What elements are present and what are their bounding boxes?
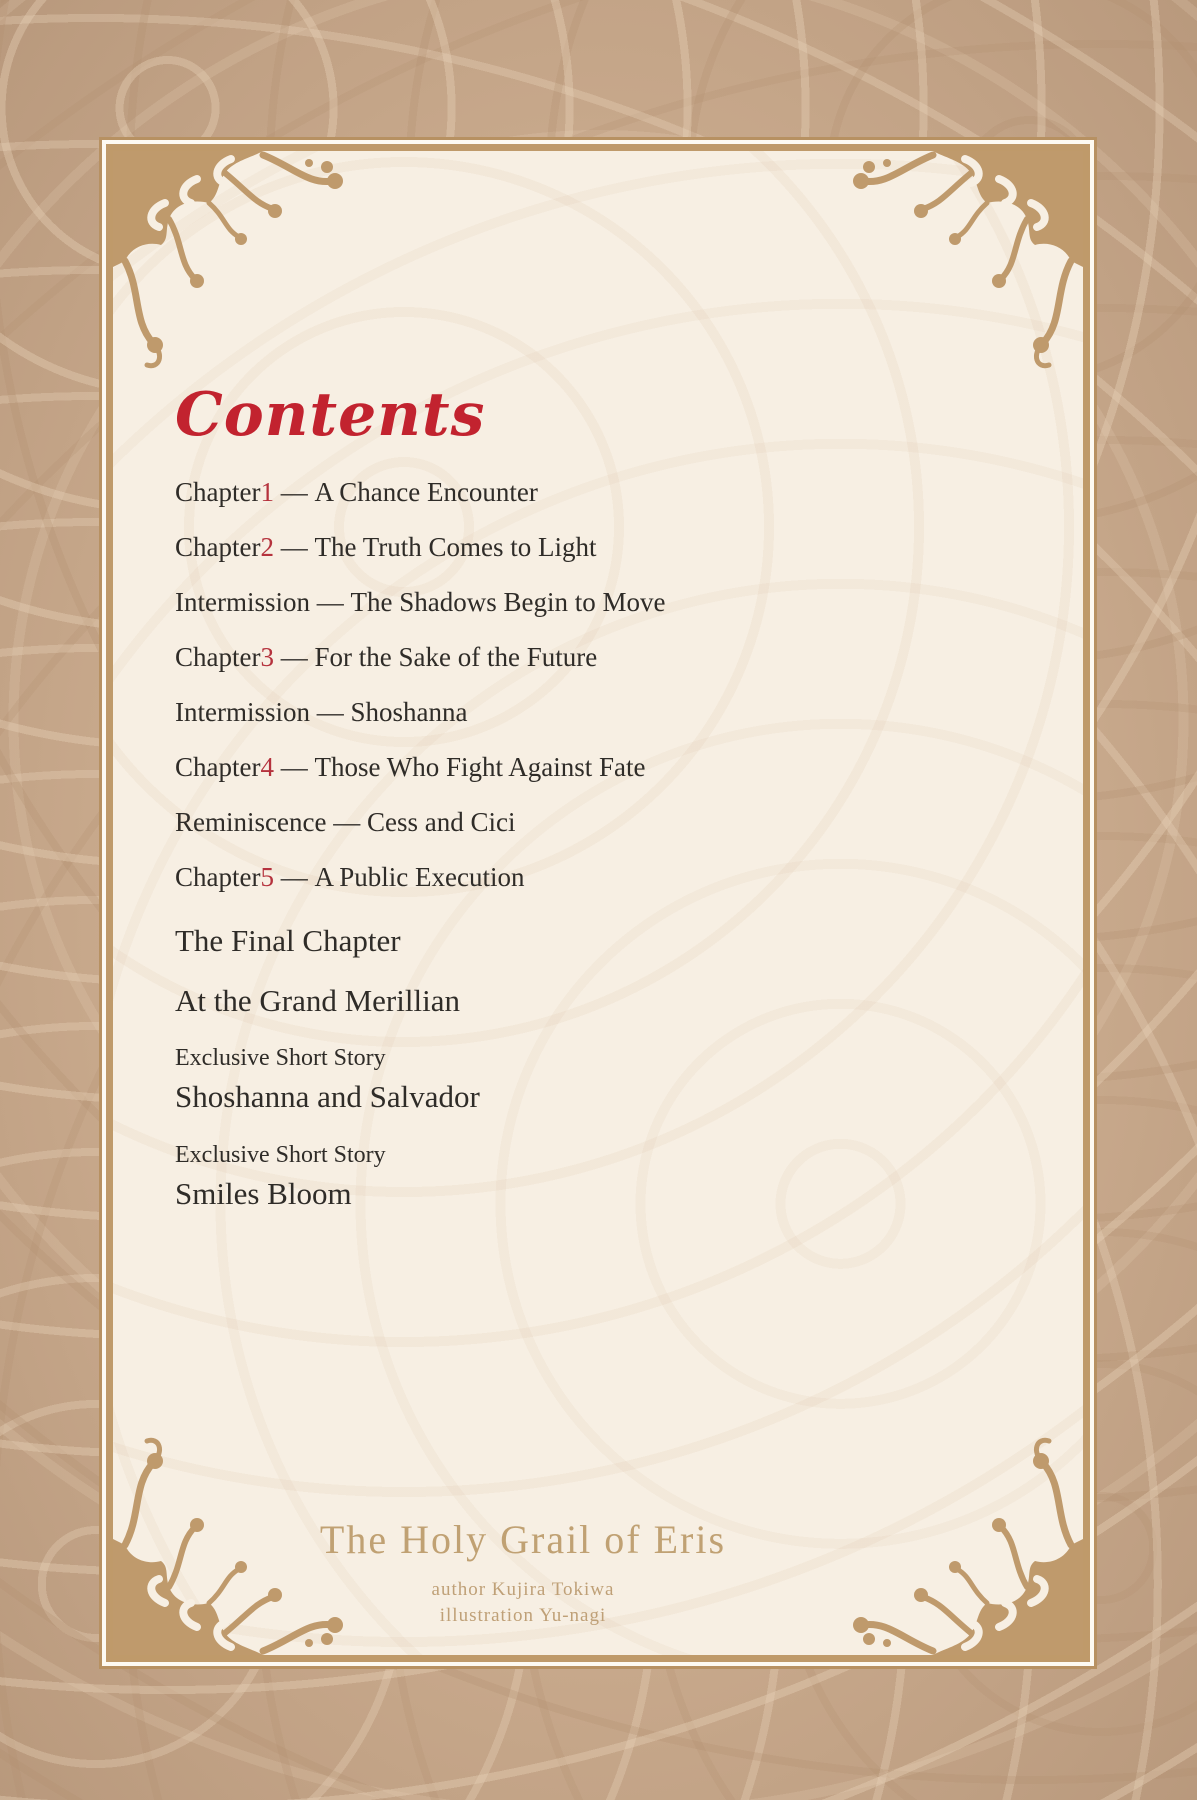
short-story-label: Exclusive Short Story <box>175 1044 386 1071</box>
toc-entry: Chapter 2 — The Truth Comes to Light <box>175 532 597 562</box>
contents-section <box>113 151 1083 1212</box>
book-title: The Holy Grail of Eris <box>319 1517 727 1562</box>
entry-chapter-number: 1 <box>260 477 274 507</box>
entry-chapter-number: 5 <box>260 862 274 892</box>
entry-prefix: Intermission <box>175 587 310 617</box>
short-story-title: Shoshanna and Salvador <box>175 1079 480 1114</box>
entry-chapter-number: 2 <box>260 532 274 562</box>
entry-title: A Public Execution <box>314 862 525 892</box>
toc-entry: Reminiscence — Cess and Cici <box>175 807 516 837</box>
book-footer <box>0 1517 1083 1629</box>
table-of-contents <box>175 465 1043 1212</box>
toc-entry: Intermission — The Shadows Begin to Move <box>175 587 666 617</box>
entry-prefix: Chapter <box>175 477 261 507</box>
entry-title: Those Who Fight Against Fate <box>314 752 646 782</box>
toc-entry: Chapter 3 — For the Sake of the Future <box>175 642 598 672</box>
toc-short-story <box>175 1037 1043 1115</box>
entry-prefix: Intermission <box>175 697 310 727</box>
entry-title: For the Sake of the Future <box>314 642 598 672</box>
toc-entry: Chapter 5 — A Public Execution <box>175 862 525 892</box>
entry-prefix: Chapter <box>175 642 261 672</box>
entry-title: A Chance Encounter <box>314 477 538 507</box>
short-story-title: Smiles Bloom <box>175 1176 352 1211</box>
author-credit: author Kujira Tokiwa <box>431 1579 615 1600</box>
toc-short-story <box>175 1134 1043 1212</box>
entry-prefix: Chapter <box>175 862 261 892</box>
entry-chapter-number: 4 <box>260 752 274 782</box>
entry-prefix: Chapter <box>175 752 261 782</box>
entry-prefix: Chapter <box>175 532 261 562</box>
toc-entry: Chapter 4 — Those Who Fight Against Fate <box>175 752 646 782</box>
entry-title: Shoshanna <box>350 697 468 727</box>
toc-feature: At the Grand Merillian <box>175 983 460 1018</box>
entry-title: The Truth Comes to Light <box>314 532 597 562</box>
short-story-label: Exclusive Short Story <box>175 1141 386 1168</box>
toc-feature: The Final Chapter <box>175 923 401 958</box>
entry-title: The Shadows Begin to Move <box>350 587 666 617</box>
toc-entry: Chapter 1 — A Chance Encounter <box>175 477 538 507</box>
illustration-credit: illustration Yu-nagi <box>439 1605 607 1626</box>
toc-entry: Intermission — Shoshanna <box>175 697 468 727</box>
entry-chapter-number: 3 <box>260 642 274 672</box>
card-frame <box>106 144 1090 1662</box>
contents-heading: Contents <box>175 380 486 450</box>
entry-prefix: Reminiscence <box>175 807 327 837</box>
entry-title: Cess and Cici <box>366 807 516 837</box>
credits <box>0 1577 1083 1629</box>
paper <box>113 151 1083 1655</box>
contents-card <box>99 137 1097 1669</box>
